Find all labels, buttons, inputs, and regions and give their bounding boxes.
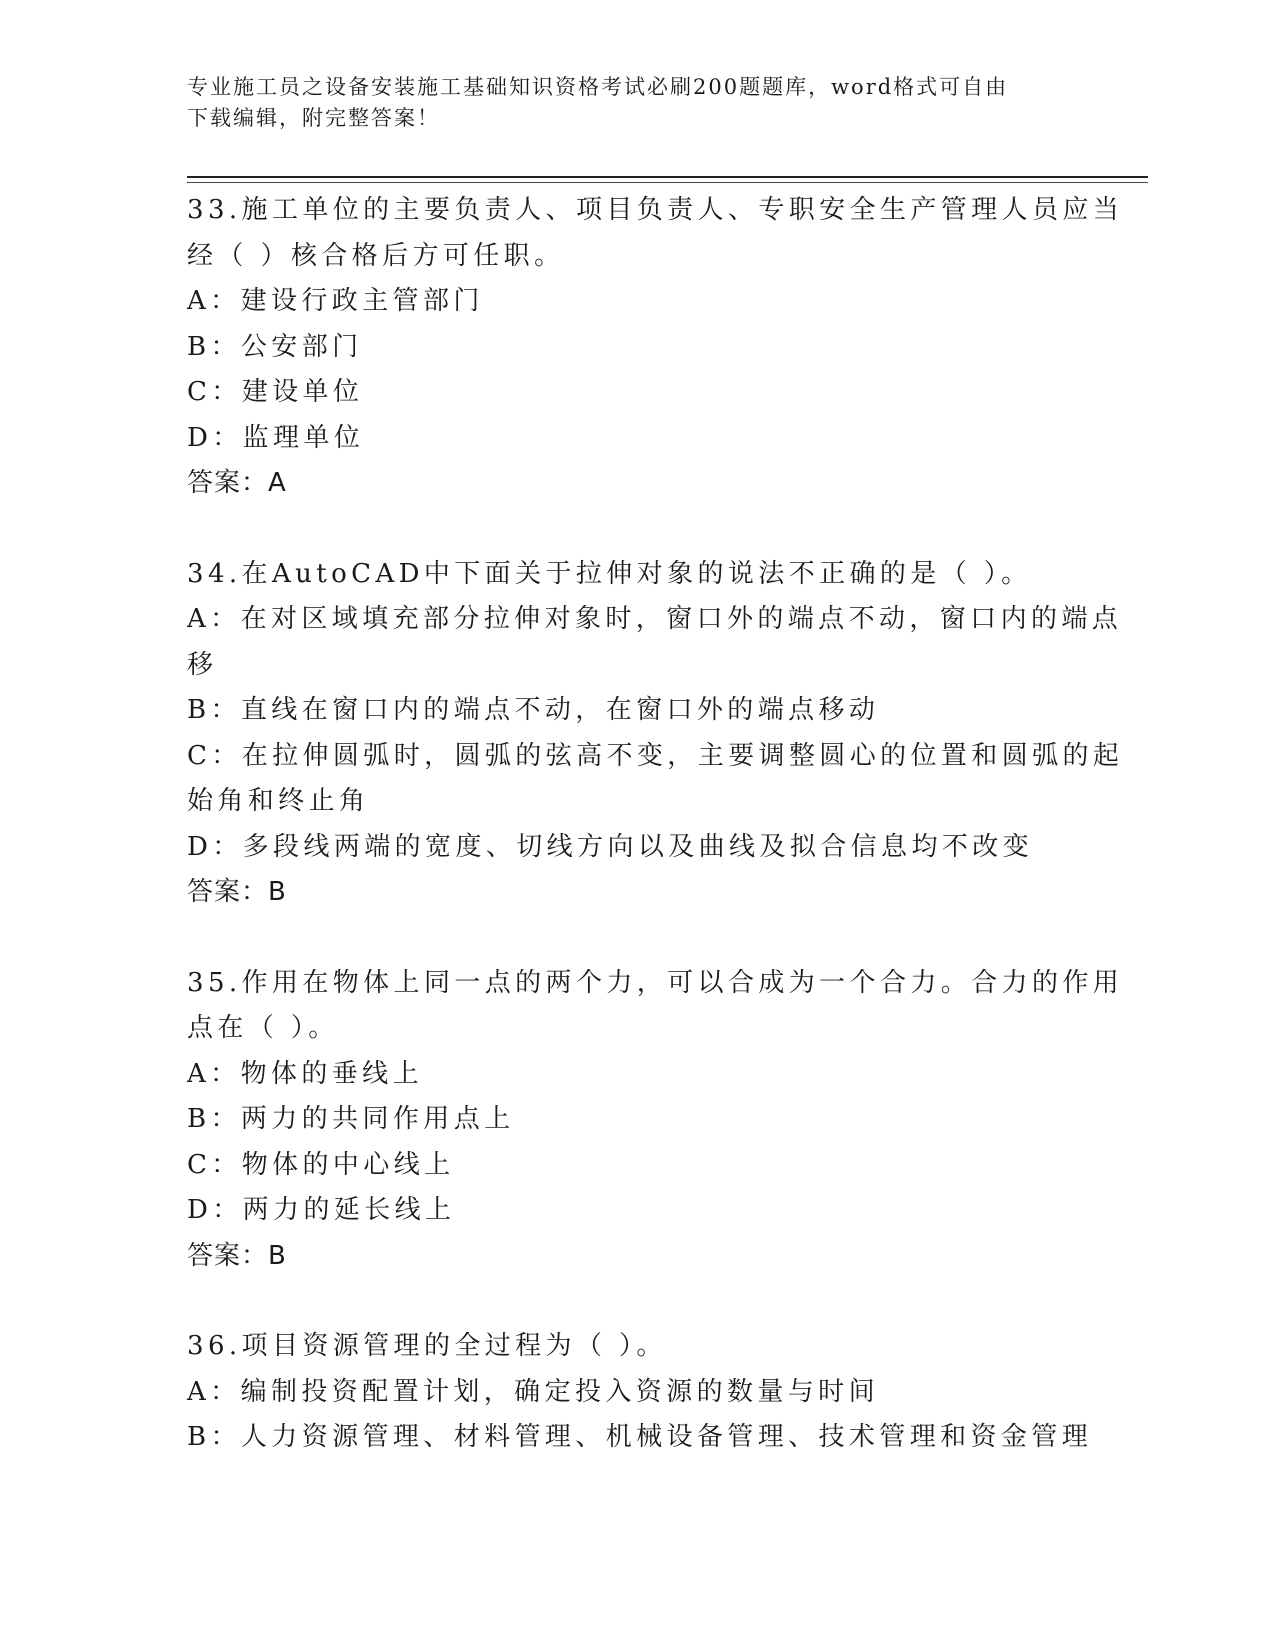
question-stem-line: 36.项目资源管理的全过程为（ ）。: [187, 1331, 667, 1361]
answer-option-line: D：两力的延长线上: [187, 1195, 456, 1225]
answer-option-line: C：物体的中心线上: [187, 1149, 455, 1180]
question-spacer: [187, 507, 1087, 552]
question-spacer: [187, 916, 1087, 961]
header-divider-thick: [187, 176, 1148, 178]
answer-key: 答案：B: [187, 1240, 287, 1271]
answer-option-line: 移: [187, 649, 218, 680]
question-stem-line: 34.在AutoCAD中下面关于拉伸对象的说法不正确的是（ ）。: [187, 558, 1032, 589]
question-spacer: [187, 1279, 1087, 1324]
question-stem-line: 经（ ）核合格后方可任职。: [187, 240, 565, 271]
question-stem-line: 点在（ ）。: [187, 1013, 339, 1043]
header-divider-thin: [187, 182, 1148, 183]
question-list: [187, 188, 1124, 1461]
answer-option-line: A：在对区域填充部分拉伸对象时，窗口外的端点不动，窗口内的端点: [187, 604, 1123, 634]
question-block: [187, 552, 1124, 916]
answer-option-line: D：监理单位: [187, 422, 365, 453]
answer-option-line: B：公安部门: [187, 331, 363, 362]
question-stem-line: 33.施工单位的主要负责人、项目负责人、专职安全生产管理人员应当: [187, 195, 1124, 225]
answer-option-line: C：在拉伸圆弧时，圆弧的弦高不变，主要调整圆心的位置和圆弧的起: [187, 740, 1124, 771]
answer-option-line: 始角和终止角: [187, 786, 370, 816]
question-block: [187, 188, 1124, 507]
answer-option-line: B：直线在窗口内的端点不动，在窗口外的端点移动: [187, 695, 880, 725]
answer-option-line: C：建设单位: [187, 377, 364, 407]
answer-option-line: A：建设行政主管部门: [187, 286, 484, 316]
question-block: [187, 1324, 1093, 1461]
header-line-2: 下载编辑，附完整答案！: [187, 106, 440, 130]
header-line-1: 专业施工员之设备安装施工基础知识资格考试必刷200题题库，word格式可自由: [187, 75, 1009, 99]
question-block: [187, 961, 1124, 1280]
document-header: [187, 72, 1067, 134]
answer-key: 答案：A: [187, 468, 287, 498]
question-stem-line: 35.作用在物体上同一点的两个力，可以合成为一个合力。合力的作用: [187, 967, 1124, 998]
answer-option-line: B：人力资源管理、材料管理、机械设备管理、技术管理和资金管理: [187, 1422, 1093, 1452]
answer-option-line: D：多段线两端的宽度、切线方向以及曲线及拟合信息均不改变: [187, 831, 1034, 862]
answer-option-line: B：两力的共同作用点上: [187, 1104, 515, 1134]
answer-key: 答案：B: [187, 877, 287, 907]
answer-option-line: A：物体的垂线上: [187, 1058, 423, 1089]
answer-option-line: A：编制投资配置计划，确定投入资源的数量与时间: [187, 1376, 879, 1407]
